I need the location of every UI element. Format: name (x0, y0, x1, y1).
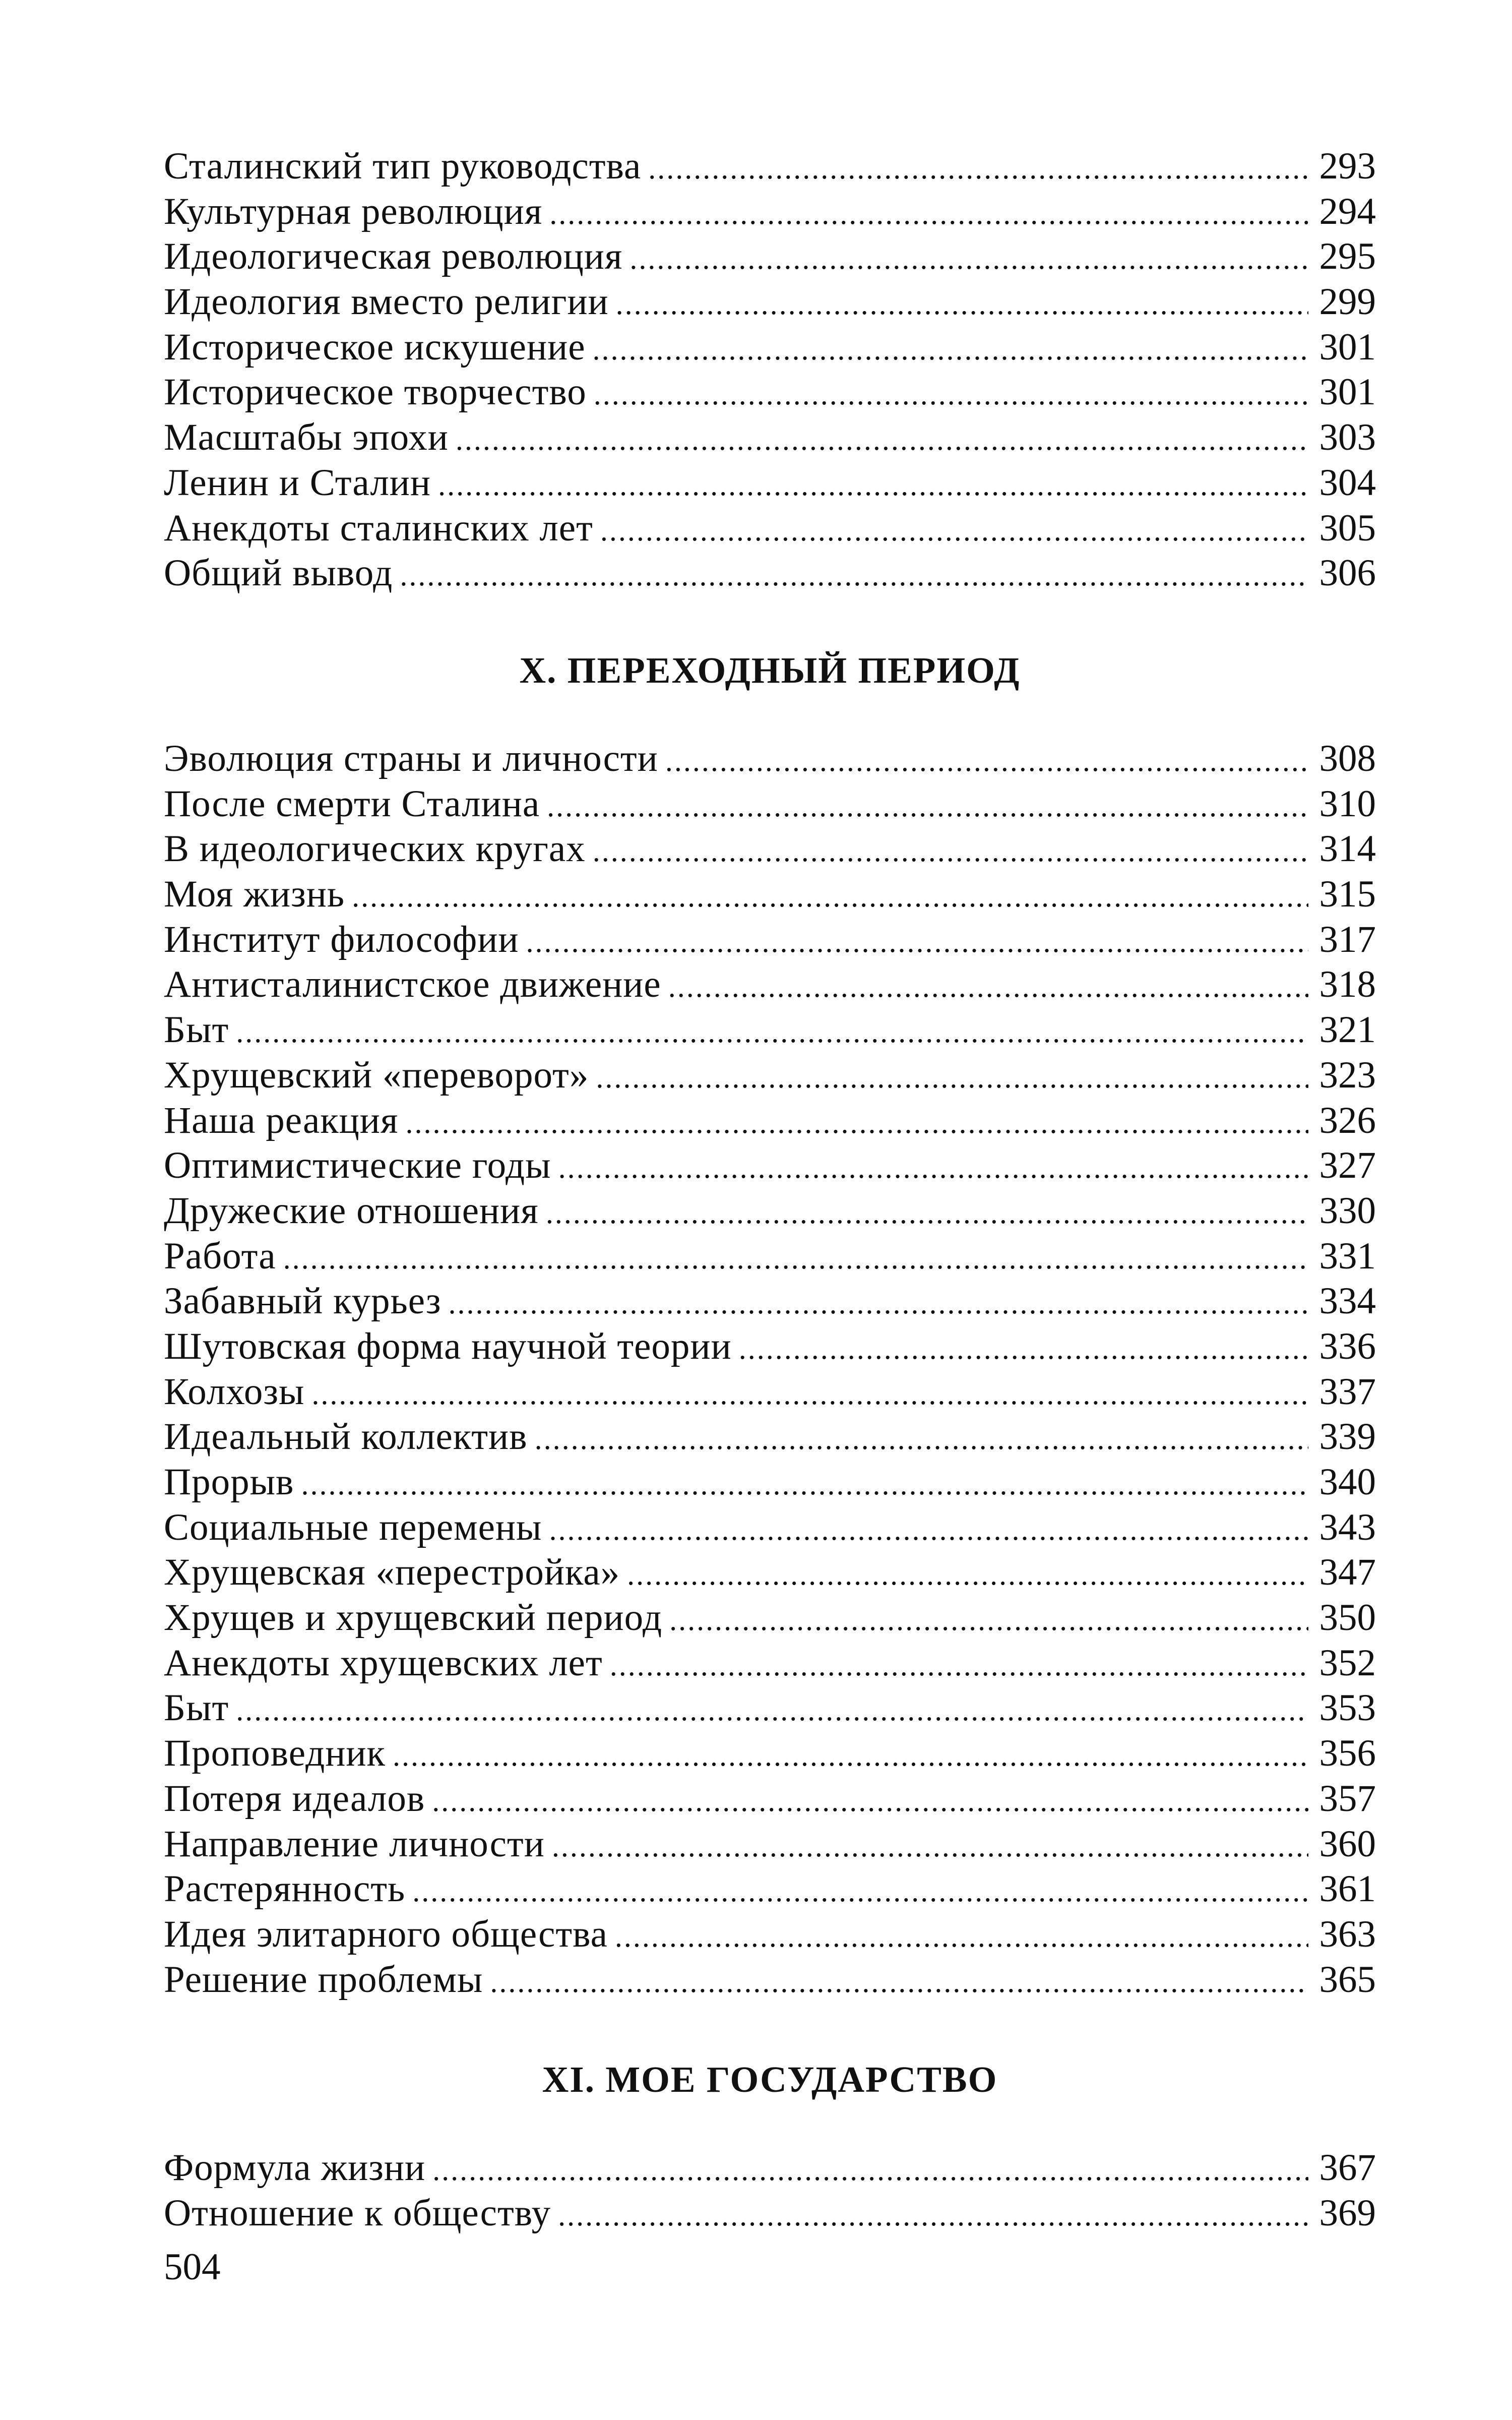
toc-entry-page: 330 (1319, 1189, 1376, 1232)
toc-entry-title: Хрущевский «переворот» (164, 1054, 589, 1096)
toc-entry[interactable] (164, 415, 1376, 460)
toc-entry-page: 337 (1319, 1370, 1376, 1413)
dot-leader (283, 1236, 1308, 1282)
toc-entry[interactable] (164, 1007, 1376, 1053)
toc-entry-title: Оптимистические годы (164, 1144, 551, 1187)
dot-leader (449, 1281, 1308, 1326)
toc-entry-title: Моя жизнь (164, 873, 345, 916)
toc-entry-page: 331 (1319, 1235, 1376, 1277)
toc-entry[interactable] (164, 551, 1376, 596)
toc-entry-page: 293 (1319, 145, 1376, 187)
dot-leader (236, 1688, 1308, 1733)
toc-entry-page: 347 (1319, 1551, 1376, 1594)
dot-leader (438, 463, 1308, 508)
dot-leader (739, 1326, 1308, 1372)
toc-entry-page: 301 (1319, 371, 1376, 413)
toc-entry[interactable] (164, 1369, 1376, 1415)
toc-entry[interactable] (164, 1776, 1376, 1822)
toc-entry[interactable] (164, 1957, 1376, 2003)
toc-entry[interactable] (164, 370, 1376, 415)
toc-entry-title: Идея элитарного общества (164, 1913, 608, 1955)
toc-entry-page: 356 (1319, 1732, 1376, 1775)
toc-block-3 (164, 2145, 1376, 2235)
dot-leader (596, 1055, 1308, 1101)
toc-entry-title: Историческое творчество (164, 371, 587, 413)
dot-leader (405, 1101, 1308, 1146)
toc-entry-page: 369 (1319, 2192, 1376, 2234)
toc-entry[interactable] (164, 1685, 1376, 1731)
toc-entry[interactable] (164, 1234, 1376, 1279)
toc-entry-title: Антисталинистское движение (164, 963, 661, 1006)
toc-entry-page: 295 (1319, 235, 1376, 278)
toc-entry[interactable] (164, 736, 1376, 781)
toc-entry-page: 326 (1319, 1099, 1376, 1141)
dot-leader (352, 874, 1308, 920)
dot-leader (301, 1462, 1308, 1507)
toc-entry-page: 310 (1319, 782, 1376, 825)
toc-entry-page: 303 (1319, 416, 1376, 459)
toc-entry[interactable] (164, 1460, 1376, 1505)
dot-leader (432, 1779, 1308, 1824)
toc-entry-title: Ленин и Сталин (164, 461, 431, 504)
dot-leader (412, 1869, 1308, 1914)
dot-leader (549, 192, 1308, 237)
dot-leader (236, 1010, 1308, 1055)
toc-entry-title: Потеря идеалов (164, 1777, 425, 1820)
toc-entry-page: 327 (1319, 1144, 1376, 1187)
toc-entry[interactable] (164, 872, 1376, 917)
toc-entry[interactable] (164, 279, 1376, 325)
toc-entry[interactable] (164, 1822, 1376, 1867)
toc-entry-title: Быт (164, 1687, 229, 1729)
dot-leader (558, 1145, 1308, 1191)
dot-leader (311, 1372, 1308, 1417)
toc-entry-title: Растерянность (164, 1868, 406, 1910)
toc-entry-page: 294 (1319, 190, 1376, 232)
toc-entry-page: 363 (1319, 1913, 1376, 1955)
toc-entry-title: Решение проблемы (164, 1958, 483, 2001)
toc-entry[interactable] (164, 1098, 1376, 1143)
toc-entry-title: Хрущевская «перестройка» (164, 1551, 620, 1594)
toc-entry-title: Формула жизни (164, 2147, 426, 2189)
toc-entry[interactable] (164, 234, 1376, 279)
toc-entry-page: 336 (1319, 1325, 1376, 1367)
toc-entry-page: 339 (1319, 1416, 1376, 1458)
toc-entry[interactable] (164, 1505, 1376, 1550)
toc-entry[interactable] (164, 1912, 1376, 1957)
dot-leader (669, 1598, 1308, 1643)
toc-block-2 (164, 736, 1376, 2002)
dot-leader (490, 1960, 1308, 2005)
toc-entry[interactable] (164, 144, 1376, 189)
toc-entry-title: Работа (164, 1235, 276, 1277)
toc-entry-title: Историческое искушение (164, 326, 586, 368)
dot-leader (549, 1507, 1308, 1553)
toc-entry[interactable] (164, 1414, 1376, 1460)
toc-entry-title: После смерти Сталина (164, 782, 540, 825)
toc-entry[interactable] (164, 1866, 1376, 1912)
toc-entry-title: Дружеские отношения (164, 1189, 539, 1232)
dot-leader (629, 236, 1308, 282)
toc-entry-page: 299 (1319, 281, 1376, 323)
dot-leader (393, 1733, 1308, 1779)
toc-entry[interactable] (164, 1053, 1376, 1098)
toc-entry[interactable] (164, 460, 1376, 506)
toc-entry-page: 317 (1319, 918, 1376, 960)
dot-leader (400, 553, 1308, 598)
section-heading-xi: XI. МОЕ ГОСУДАРСТВО (542, 2059, 998, 2100)
toc-entry[interactable] (164, 325, 1376, 370)
toc-entry-page: 334 (1319, 1280, 1376, 1322)
toc-entry-title: Шутовская форма научной теории (164, 1325, 732, 1367)
toc-entry-page: 350 (1319, 1597, 1376, 1639)
dot-leader (600, 508, 1308, 554)
page-number: 504 (164, 2246, 221, 2288)
toc-entry-title: Социальные перемены (164, 1506, 542, 1548)
dot-leader (610, 1643, 1308, 1688)
toc-entry[interactable] (164, 189, 1376, 234)
toc-entry-page: 321 (1319, 1009, 1376, 1051)
toc-entry[interactable] (164, 1324, 1376, 1369)
dot-leader (648, 146, 1308, 192)
toc-entry-title: Институт философии (164, 918, 519, 960)
toc-entry-title: Эволюция страны и личности (164, 738, 658, 779)
toc-entry-page: 367 (1319, 2147, 1376, 2189)
dot-leader (558, 2193, 1308, 2238)
toc-entry-page: 318 (1319, 963, 1376, 1006)
dot-leader (432, 2148, 1308, 2193)
dot-leader (615, 1914, 1308, 1960)
toc-entry-page: 357 (1319, 1777, 1376, 1820)
toc-entry-page: 304 (1319, 461, 1376, 504)
toc-entry-title: Хрущев и хрущевский период (164, 1597, 663, 1639)
dot-leader (547, 784, 1308, 829)
toc-entry[interactable] (164, 506, 1376, 551)
toc-entry-title: Забавный курьез (164, 1280, 442, 1322)
toc-entry-page: 361 (1319, 1868, 1376, 1910)
toc-entry-title: Культурная революция (164, 190, 543, 232)
dot-leader (456, 417, 1308, 463)
dot-leader (665, 739, 1308, 784)
toc-entry-page: 301 (1319, 326, 1376, 368)
dot-leader (593, 829, 1308, 874)
toc-entry-page: 315 (1319, 873, 1376, 916)
toc-entry-title: Проповедник (164, 1732, 386, 1775)
dot-leader (535, 1417, 1308, 1462)
toc-entry[interactable] (164, 1731, 1376, 1776)
toc-entry[interactable] (164, 781, 1376, 827)
toc-entry-page: 308 (1319, 738, 1376, 779)
toc-entry-page: 360 (1319, 1823, 1376, 1865)
toc-entry[interactable] (164, 826, 1376, 872)
toc-entry-page: 340 (1319, 1461, 1376, 1503)
toc-entry-title: Идеальный коллектив (164, 1416, 528, 1458)
toc-entry[interactable] (164, 917, 1376, 962)
dot-leader (546, 1191, 1308, 1236)
toc-entry-title: Быт (164, 1009, 229, 1051)
toc-entry[interactable] (164, 1188, 1376, 1234)
toc-entry[interactable] (164, 1143, 1376, 1188)
toc-entry-title: Общий вывод (164, 552, 393, 594)
toc-entry-page: 314 (1319, 828, 1376, 870)
toc-entry-title: Направление личности (164, 1823, 545, 1865)
section-heading-x: X. ПЕРЕХОДНЫЙ ПЕРИОД (519, 650, 1021, 691)
dot-leader (552, 1824, 1308, 1869)
dot-leader (593, 327, 1308, 373)
toc-entry-title: Идеология вместо религии (164, 281, 609, 323)
toc-entry-page: 305 (1319, 507, 1376, 549)
dot-leader (594, 372, 1308, 417)
toc-entry[interactable] (164, 2191, 1376, 2236)
toc-entry-title: Масштабы эпохи (164, 416, 449, 459)
dot-leader (627, 1552, 1308, 1598)
toc-entry-title: Колхозы (164, 1370, 305, 1413)
toc-entry-title: В идеологических кругах (164, 828, 586, 870)
toc-entry[interactable] (164, 1595, 1376, 1641)
toc-block-1 (164, 144, 1376, 596)
toc-entry[interactable] (164, 1641, 1376, 1686)
toc-entry-title: Анекдоты сталинских лет (164, 507, 593, 549)
toc-entry-page: 343 (1319, 1506, 1376, 1548)
toc-entry-title: Наша реакция (164, 1099, 399, 1141)
dot-leader (526, 920, 1309, 965)
dot-leader (668, 964, 1308, 1010)
toc-entry-title: Идеологическая революция (164, 235, 623, 278)
toc-entry-title: Прорыв (164, 1461, 294, 1503)
toc-entry[interactable] (164, 1550, 1376, 1595)
toc-entry-page: 323 (1319, 1054, 1376, 1096)
toc-entry-page: 352 (1319, 1642, 1376, 1684)
dot-leader (616, 282, 1308, 327)
toc-entry-page: 353 (1319, 1687, 1376, 1729)
toc-entry-page: 365 (1319, 1958, 1376, 2001)
toc-entry[interactable] (164, 2145, 1376, 2191)
toc-entry-title: Отношение к обществу (164, 2192, 551, 2234)
toc-entry-title: Анекдоты хрущевских лет (164, 1642, 603, 1684)
toc-entry[interactable] (164, 1279, 1376, 1324)
toc-entry-title: Сталинский тип руководства (164, 145, 642, 187)
toc-entry[interactable] (164, 962, 1376, 1007)
toc-entry-page: 306 (1319, 552, 1376, 594)
